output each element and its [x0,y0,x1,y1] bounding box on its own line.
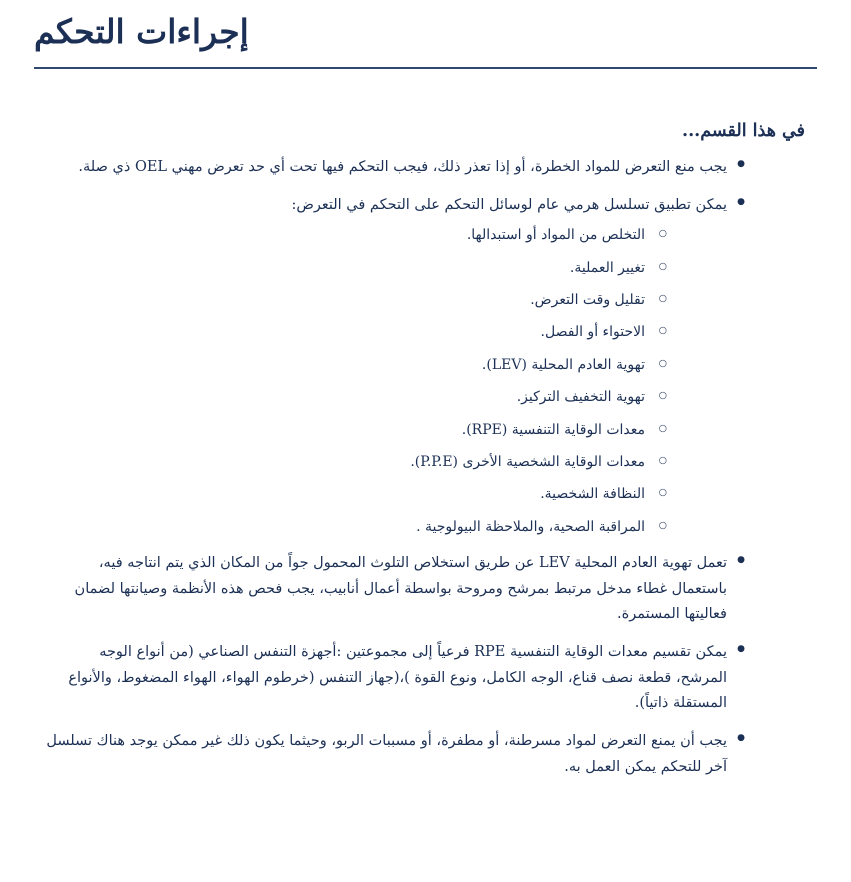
sub-bullet-text: المراقبة الصحية، والملاحظة البيولوجية . [416,518,645,535]
sub-bullet-text: معدات الوقاية الشخصية الأخرى (P.P.E). [410,454,645,471]
sub-bullet-text: التخلص من المواد أو استبدالها. [466,227,645,244]
list-item [64,193,745,538]
list-item [64,483,667,505]
list-item [64,155,745,180]
section-heading: في هذا القسم... [682,120,805,141]
list-item [64,516,667,538]
list-item [44,640,745,716]
sub-bullet-text: الاحتواء أو الفصل. [540,324,645,341]
bullet-text: يمكن تقسيم معدات الوقاية التنفسية RPE فرعياً إلى مجموعتين :أجهزة التنفس الصناعي (من أنواع الوجه المرشح، قطعة نصف قناع، الوجه الكامل، ونوع القوة )،(جهاز التنفس (خرطوم الهواء، الهواء المضغوط، والأنواع المستقلة ذاتياً). [68,644,727,712]
sub-bullet-text: تهوية التخفيف التركيز. [516,389,645,406]
sub-bullet-text: تهوية العادم المحلية (LEV). [481,356,645,373]
list-item [64,386,667,408]
list-item [44,551,745,627]
bullet-text: يجب منع التعرض للمواد الخطرة، أو إذا تعذر ذلك، فيجب التحكم فيها تحت أي حد تعرض مهني OEL ذي صلة. [78,158,727,175]
sub-bullet-text: تغيير العملية. [569,259,645,276]
list-item [64,354,667,376]
sub-bullet-text: تقليل وقت التعرض. [530,292,645,309]
bullet-text: تعمل تهوية العادم المحلية LEV عن طريق استخلاص التلوث المحمول جواً من المكان الذي يتم انتاجه فيه، باستعمال غطاء مدخل مرتبط بمرشح ومروحة بواسطة أعمال أنابيب، يجب فحص هذه الأنظمة وصيانتها لضمان فعاليتها المستمرة. [74,555,727,622]
bullet-text: يجب أن يمنع التعرض لمواد مسرطنة، أو مطفرة، أو مسببات الربو، وحيثما يكون ذلك غير ممكن يوجد هناك تسلسل آخر للتحكم يمكن العمل به. [46,733,727,775]
title-divider [34,67,817,69]
list-item [64,451,667,473]
bullet-text: يمكن تطبيق تسلسل هرمي عام لوسائل التحكم على التحكم في التعرض: [291,196,727,213]
sub-bullet-text: معدات الوقاية التنفسية (RPE). [461,421,645,438]
control-measures-list [34,155,817,781]
list-item [64,321,667,343]
hierarchy-sublist [64,224,727,538]
page-title: إجراءات التحكم [34,12,249,51]
sub-bullet-text: النظافة الشخصية. [540,486,645,503]
list-item [44,729,745,780]
list-item [64,419,667,441]
list-item [64,289,667,311]
list-item [64,257,667,279]
list-item [64,224,667,246]
